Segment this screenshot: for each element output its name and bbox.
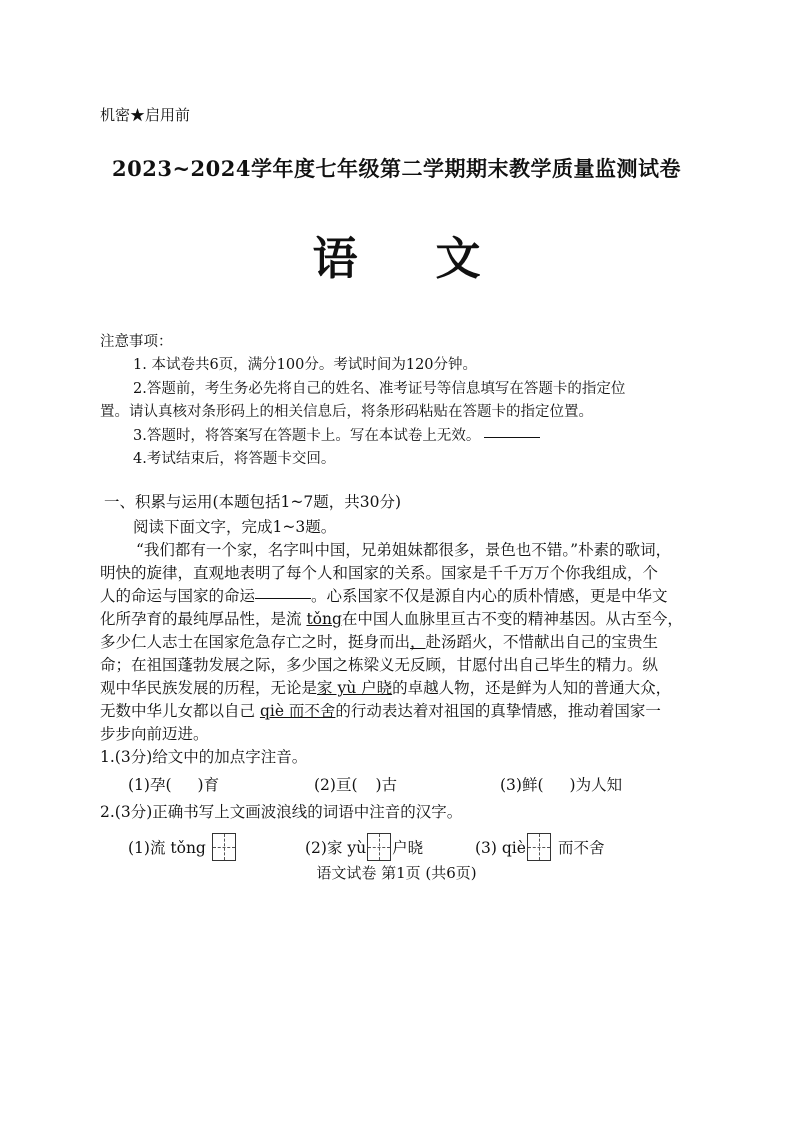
writing-grid-box xyxy=(367,833,391,861)
q2-item-text: 户晓 xyxy=(392,839,424,857)
passage-line xyxy=(100,630,658,652)
notice-item: 2.答题前，考生务必先将自己的姓名、准考证号等信息填写在答题卡的指定位 xyxy=(133,381,626,397)
q1-item-text: )古 xyxy=(375,776,398,794)
passage-text: 在中国人血脉里亘古不变的精神基因。从古至今， xyxy=(341,610,683,628)
section-heading: 一、积累与运用(本题包括1~7题，共30分) xyxy=(104,493,402,511)
notice-item xyxy=(133,424,540,445)
wavy-word: 家 yù 户晓 xyxy=(317,679,393,697)
question-2-stem: 2.(3分)正确书写上文画波浪线的词语中注音的汉字。 xyxy=(100,803,463,821)
question-1-item xyxy=(500,773,622,795)
confidential-label: 机密★启用前 xyxy=(100,106,191,124)
passage-text: 。心系国家不仅是源自内心的质朴情感，更是中华文 xyxy=(311,587,668,605)
passage-line: “我们都有一个家，名字叫中国，兄弟姐妹都很多，景色也不错。”朴素的歌词， xyxy=(136,541,672,559)
passage-line xyxy=(100,676,671,698)
subject-title: 语文 xyxy=(312,232,559,285)
notice-item-text: 3.答题时，将答案写在答题卡上。写在本试卷上无效。 xyxy=(133,428,481,444)
question-1-item xyxy=(128,773,219,795)
passage-text: 人的命运与国家的命运 xyxy=(100,587,256,605)
passage-text: 的卓越人物，还是鲜为人知的普通大众， xyxy=(392,679,672,697)
passage-text: 化所孕育的最纯厚品性，是流 xyxy=(100,610,307,628)
passage-text: 的行动表达着对祖国的真挚情感，推动着国家一 xyxy=(335,702,661,720)
question-1-item xyxy=(314,773,397,795)
q2-item-text: (3) qiè xyxy=(475,839,526,857)
q2-item-text: (1)流 tǒng xyxy=(128,839,206,857)
passage-line: 明快的旋律，直观地表明了每个人和国家的关系。国家是千千万万个你我组成，个 xyxy=(100,564,659,582)
passage-line xyxy=(100,607,683,629)
question-1-stem: 1.(3分)给文中的加点字注音。 xyxy=(100,748,308,766)
page-footer: 语文试卷 第1页 (共6页) xyxy=(316,864,477,882)
section-instruction: 阅读下面文字，完成1~3题。 xyxy=(133,518,337,536)
passage-line xyxy=(100,584,668,606)
q1-item-text: (1)孕( xyxy=(128,776,172,794)
underlined-mark: ， xyxy=(410,633,426,651)
question-2-item xyxy=(128,833,237,861)
writing-grid-box xyxy=(527,833,551,861)
q2-item-text: (2)家 yù xyxy=(305,839,367,857)
writing-grid-box xyxy=(212,833,236,861)
blank-line xyxy=(484,436,540,438)
q1-item-text: (2)亘( xyxy=(314,776,358,794)
notice-title: 注意事项： xyxy=(100,334,173,350)
question-2-item xyxy=(475,833,604,861)
exam-title: 2023~2024学年度七年级第二学期期末教学质量监测试卷 xyxy=(112,156,681,181)
q2-item-text: 而不舍 xyxy=(557,839,605,857)
notice-item: 4.考试结束后，将答题卡交回。 xyxy=(133,451,336,467)
wavy-word: tǒng xyxy=(306,610,342,628)
notice-item: 置。请认真核对条形码上的相关信息后，将条形码粘贴在答题卡的指定位置。 xyxy=(100,404,593,420)
passage-text: 赴汤蹈火，不惜献出自己的宝贵生 xyxy=(425,633,659,651)
passage-line: 命；在祖国蓬勃发展之际，多少国之栋梁义无反顾，甘愿付出自己毕生的精力。纵 xyxy=(100,656,659,674)
passage-text: 无数中华儿女都以自己 xyxy=(100,702,260,720)
notice-item: 1. 本试卷共6页，满分100分。考试时间为120分钟。 xyxy=(133,357,478,373)
question-2-item xyxy=(305,833,423,861)
passage-line xyxy=(100,699,661,721)
passage-line: 步步向前迈进。 xyxy=(100,725,209,743)
passage-text: 观中华民族发展的历程，无论是 xyxy=(100,679,318,697)
q1-item-text: (3)鲜( xyxy=(500,776,544,794)
passage-text: 多少仁人志士在国家危急存亡之时，挺身而出 xyxy=(100,633,411,651)
wavy-word: qiè 而不舍 xyxy=(259,702,336,720)
q1-item-text: )为人知 xyxy=(569,776,623,794)
q1-item-text: )育 xyxy=(197,776,220,794)
fill-blank xyxy=(255,597,311,599)
